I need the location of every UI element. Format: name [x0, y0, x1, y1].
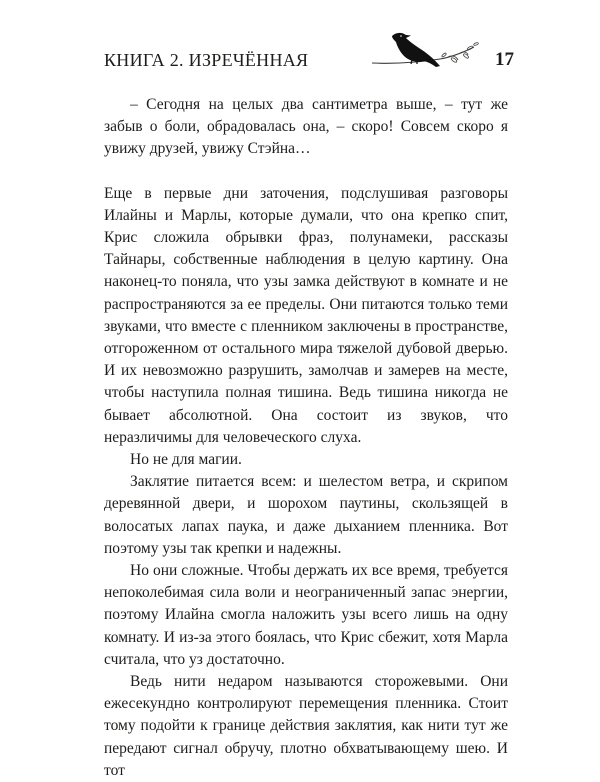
page-body: [104, 94, 508, 782]
page-number: 17: [495, 49, 514, 70]
running-header: [104, 44, 514, 84]
paragraph: Но не для магии.: [130, 451, 242, 469]
paragraph-dialogue: – Сегодня на целых два сантиметра выше, – тут же забыв о боли, обрадовалась она, – скоро! Совсем скоро я увижу друзей, увижу Стэйна…: [104, 96, 508, 158]
paragraph: Еще в первые дни заточения, подслушивая разговоры Илайны и Марлы, которые думали, что она крепко спит, Крис сложила обрывки фраз, полунамеки, рассказы Тайнары, собственные наблюдения в целую картину. Она наконец-то поняла, что узы замка действуют в комнате и не распространяются за ее пределы. Они питаются только теми звуками, что вместе с пленником заключены в пространстве, отгороженном от остального мира тяжелой дубовой дверью. И их невозможно разрушить, замолчав и замерев на месте, чтобы наступила полная тишина. Ведь тишина никогда не бывает абсолютной. Она состоит из звуков, что неразличимы для человеческого слуха.: [104, 184, 508, 446]
paragraph: Заклятие питается всем: и шелестом ветра, и скрипом деревянной двери, и шорохом паутины, скользящей в волосатых лапах паука, и даже дыханием пленника. Вот поэтому узы так крепки и надежны.: [104, 473, 508, 557]
raven-on-branch-icon: [370, 26, 480, 86]
paragraph: Ведь нити недаром называются сторожевыми. Они ежесекундно контролируют перемещения пленника. Стоит тому подойти к границе действия заклятия, как нити тут же передают сигнал обручу, плотно обхватывающему шею. И тот: [104, 673, 508, 779]
paragraph: Но они сложные. Чтобы держать их все время, требуется непоколебимая сила воли и неограниченный запас энергии, поэтому Илайна смогла наложить узы всего лишь на одну комнату. И из-за этого боялась, что Крис сбежит, хотя Марла считала, что уз достаточно.: [104, 562, 508, 668]
book-title: КНИГА 2. ИЗРЕЧЁННАЯ: [104, 50, 309, 70]
